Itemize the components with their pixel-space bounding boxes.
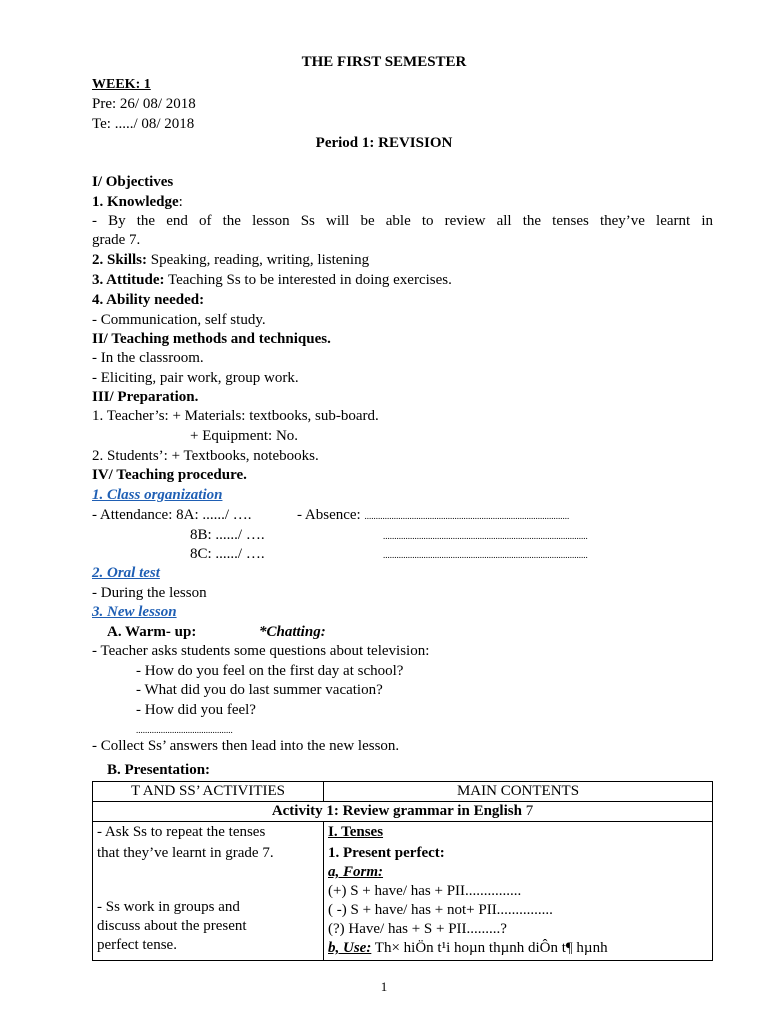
use-line <box>328 939 708 958</box>
skills-label: 2. Skills: <box>92 252 148 268</box>
attitude-label: 3. Attitude: <box>92 272 165 288</box>
activity-number: 7 <box>521 803 534 819</box>
methods-heading: II/ Teaching methods and techniques. <box>92 331 331 347</box>
absence-dots: ........................................................................................... <box>364 511 570 521</box>
procedure-heading: IV/ Teaching procedure. <box>92 467 247 483</box>
activity-title-cell <box>93 802 713 822</box>
methods-line-2: - Eliciting, pair work, group work. <box>92 370 299 386</box>
methods-line-1: - In the classroom. <box>92 350 204 366</box>
document-title: THE FIRST SEMESTER <box>301 54 467 70</box>
pre-date: Pre: 26/ 08/ 2018 <box>92 96 196 112</box>
attendance-8a: - Attendance: 8A: ....../ …. <box>92 507 252 523</box>
students-materials: 2. Students’: + Textbooks, notebooks. <box>92 448 319 464</box>
oral-test-link: 2. Oral test <box>92 565 160 581</box>
form-heading: a, Form: <box>328 864 384 880</box>
short-dots: ........................................... <box>136 725 233 735</box>
dots-8b: ........................................................................................... <box>383 531 588 541</box>
teacher-asks: - Teacher asks students some questions about television: <box>92 643 430 659</box>
absence-line <box>297 506 569 526</box>
present-perfect-heading: 1. Present perfect: <box>328 845 445 861</box>
attendance-8b: 8B: ....../ …. <box>190 527 265 543</box>
table-row <box>93 822 713 961</box>
dots-8c: ........................................................................................... <box>383 550 588 560</box>
left-line-3: - Ss work in groups and <box>97 899 240 915</box>
absence-dots-8b <box>383 526 588 546</box>
ability-text: - Communication, self study. <box>92 312 266 328</box>
absence-label: - Absence: <box>297 507 361 523</box>
use-text: Th× hiÖn t¹i hoµn thµnh diÔn t¶ hµnh <box>371 940 608 956</box>
knowledge-label: 1. Knowledge <box>92 194 179 210</box>
header-contents: MAIN CONTENTS <box>324 782 713 802</box>
attitude-line <box>92 271 452 290</box>
tenses-heading: I. Tenses <box>328 824 384 840</box>
form-affirmative: (+) S + have/ has + PII............... <box>328 883 522 899</box>
class-organization-link: 1. Class organization <box>92 487 223 503</box>
activities-cell <box>93 822 324 961</box>
left-line-1: - Ask Ss to repeat the tenses <box>97 824 266 840</box>
skills-text: Speaking, reading, writing, listening <box>147 252 370 268</box>
question-1: - How do you feel on the first day at school? <box>136 663 404 679</box>
ability-label: 4. Ability needed: <box>92 292 205 308</box>
attendance-8c: 8C: ....../ …. <box>190 546 265 562</box>
knowledge-text-2: grade 7. <box>92 232 141 248</box>
presentation-label: B. Presentation: <box>107 762 211 778</box>
contents-cell <box>324 822 713 961</box>
preparation-heading: III/ Preparation. <box>92 389 199 405</box>
activity-title: Activity 1: Review grammar in English <box>271 803 522 819</box>
activity-row <box>93 802 713 822</box>
absence-dots-8c <box>383 545 588 565</box>
collect-answers: - Collect Ss’ answers then lead into the new lesson. <box>92 738 400 754</box>
teacher-materials: 1. Teacher’s: + Materials: textbooks, sub-board. <box>92 408 379 424</box>
table-header-row <box>93 782 713 802</box>
form-question: (?) Have/ has + S + PII.........? <box>328 921 507 937</box>
chatting-label: *Chatting: <box>259 624 326 640</box>
teacher-equipment: + Equipment: No. <box>190 428 299 444</box>
left-line-2: that they’ve learnt in grade 7. <box>97 845 274 861</box>
week-label: WEEK: 1 <box>92 77 151 92</box>
skills-line <box>92 251 369 270</box>
left-line-5: perfect tense. <box>97 937 177 953</box>
knowledge-text-1: - By the end of the lesson Ss will be able to review all the tenses they’ve learnt in <box>92 213 713 229</box>
question-3: - How did you feel? <box>136 702 256 718</box>
procedure-table <box>92 781 713 961</box>
during-lesson: - During the lesson <box>92 585 207 601</box>
page-number: 1 <box>380 979 388 994</box>
warm-up-label: A. Warm- up: <box>107 624 197 640</box>
form-negative: ( -) S + have/ has + not+ PII............... <box>328 902 553 918</box>
question-2: - What did you do last summer vacation? <box>136 682 383 698</box>
te-date: Te: ...../ 08/ 2018 <box>92 116 195 132</box>
use-label: b, Use: <box>328 940 372 956</box>
attitude-text: Teaching Ss to be interested in doing exercises. <box>164 272 452 288</box>
knowledge-colon: : <box>178 194 183 210</box>
header-activities: T AND SS’ ACTIVITIES <box>93 782 324 802</box>
new-lesson-link: 3. New lesson <box>92 604 177 620</box>
left-line-4: discuss about the present <box>97 918 247 934</box>
period-title: Period 1: REVISION <box>315 135 453 151</box>
objectives-heading: I/ Objectives <box>92 174 174 190</box>
knowledge-line <box>92 193 183 212</box>
